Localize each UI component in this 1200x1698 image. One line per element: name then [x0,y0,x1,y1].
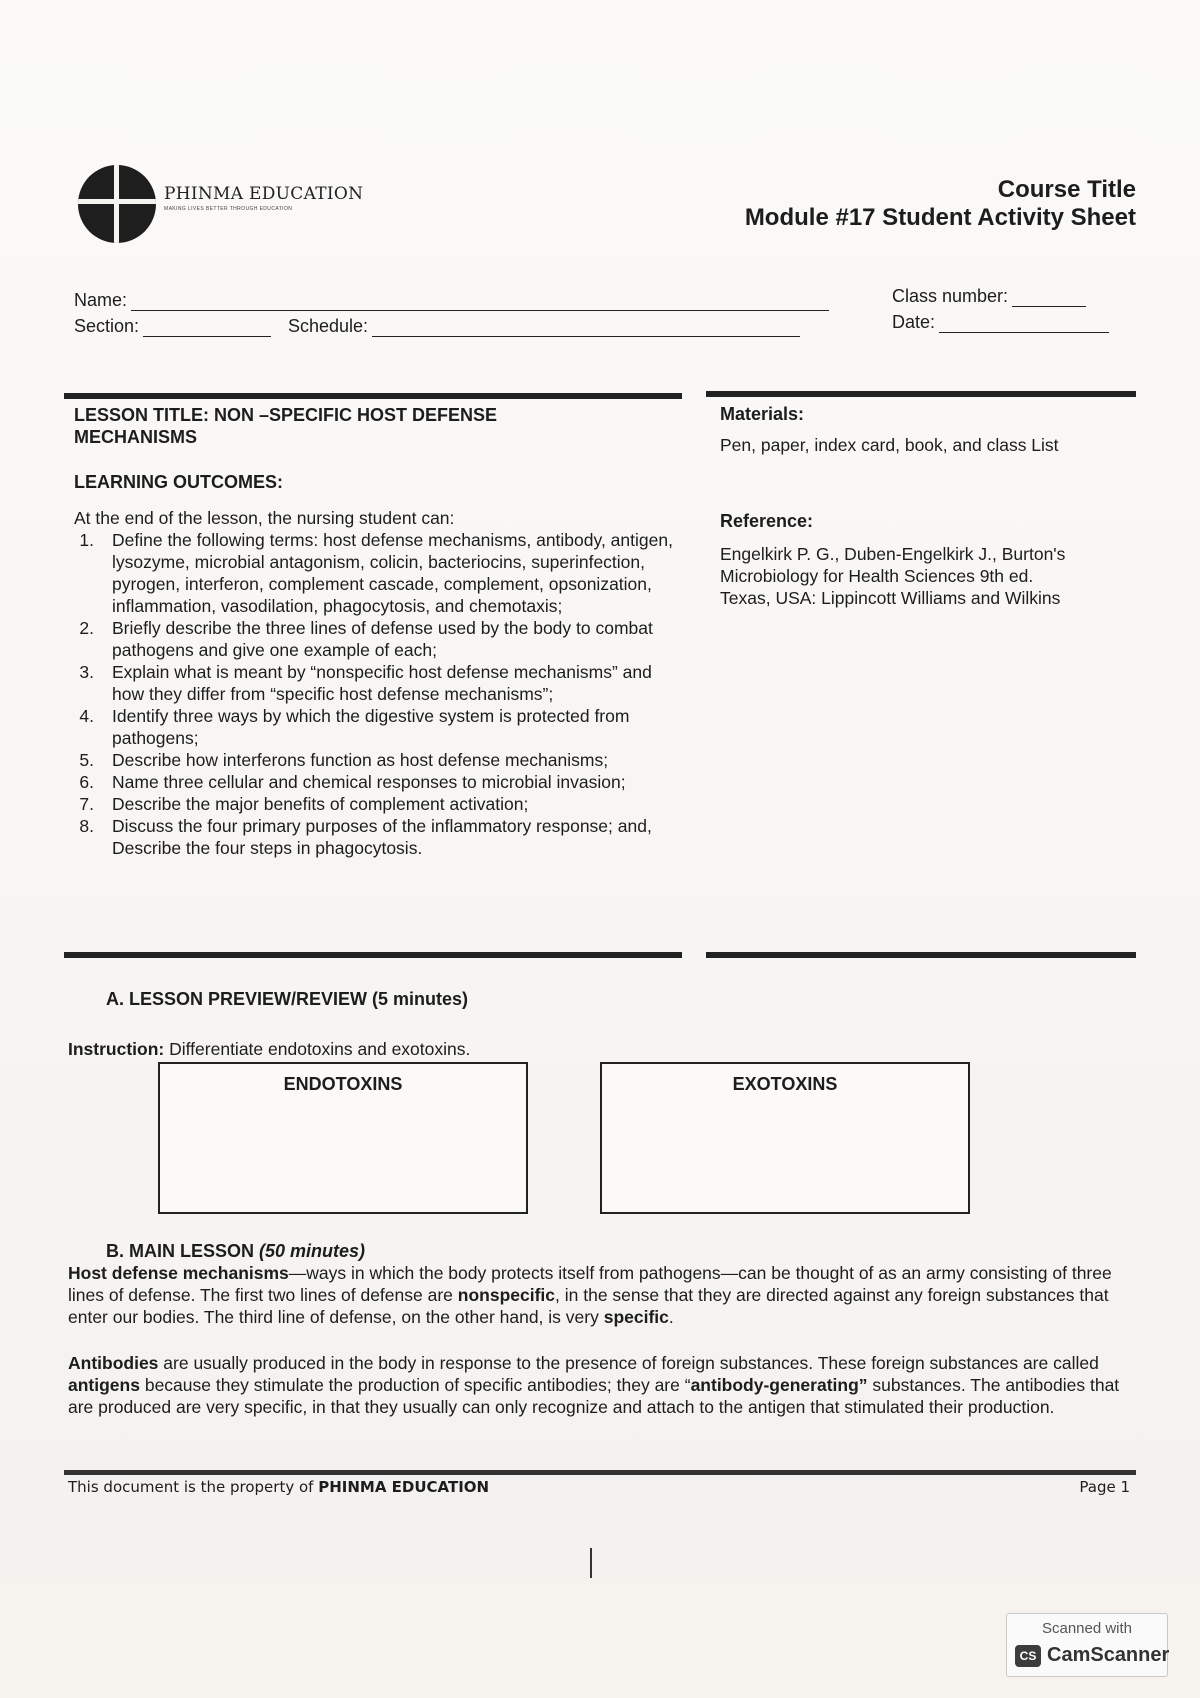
term-antibody-generating: antibody-generating” [690,1375,868,1395]
camscanner-name: CamScanner [1047,1644,1170,1666]
brand-name: PHINMA EDUCATION [164,184,364,204]
right-top-rule [706,391,1136,397]
module-title: Module #17 Student Activity Sheet [744,204,1136,231]
main-lesson-duration: (50 minutes) [259,1241,366,1261]
outcomes-intro: At the end of the lesson, the nursing student can: [74,508,455,528]
footer-owner: PHINMA EDUCATION [318,1478,490,1496]
paragraph-host-defense [68,1262,1132,1328]
outcome-text: Describe how interferons function as host defense mechanisms; [112,750,609,770]
camscanner-icon: CS [1015,1645,1041,1667]
outcome-number: 7. [79,794,94,814]
date-label: Date: [892,312,936,332]
outcome-number: 5. [79,750,94,770]
course-title: Course Title [997,176,1136,203]
term-nonspecific: nonspecific [457,1285,556,1305]
materials-text: Pen, paper, index card, book, and class List [720,435,1059,455]
section-label: Section: [74,316,140,336]
endotoxins-title: ENDOTOXINS [283,1074,403,1094]
lesson-title [74,404,674,448]
schedule-label: Schedule: [288,316,369,336]
staple-mark [590,1548,592,1578]
learning-outcome-item [74,837,674,859]
brand-tagline: MAKING LIVES BETTER THROUGH EDUCATION [164,206,293,212]
name-field[interactable] [74,290,829,311]
name-line[interactable] [131,294,829,311]
p2-text-b: because they stimulate the production of specific antibodies; they are “ [139,1375,691,1395]
lesson-title-line2: MECHANISMS [74,427,198,447]
class-number-field[interactable] [892,286,1086,307]
learning-outcomes-list [74,529,674,859]
term-antigens: antigens [68,1375,140,1395]
outcome-text: Identify three ways by which the digestive system is protected from pathogens; [112,706,630,748]
learning-outcome-item [74,705,674,749]
schedule-line[interactable] [372,320,800,337]
reference-text [720,543,1140,609]
class-number-line[interactable] [1012,290,1086,307]
schedule-field[interactable] [288,316,800,337]
exotoxins-title: EXOTOXINS [732,1074,838,1094]
outcome-text: Explain what is meant by “nonspecific host defense mechanisms” and how they differ from “specific host defense mechanisms”; [112,662,652,704]
left-top-rule [64,393,682,399]
reference-line2: Microbiology for Health Sciences 9th ed. [720,566,1034,586]
learning-outcome-item [74,661,674,705]
outcome-text: Name three cellular and chemical responses to microbial invasion; [112,772,626,792]
outcome-number: 2. [79,618,94,638]
right-bottom-rule [706,952,1136,958]
date-line[interactable] [939,316,1109,333]
term-specific: specific [603,1307,669,1327]
section-line[interactable] [143,320,271,337]
p1-text-c: . [668,1307,674,1327]
learning-outcome-item [74,617,674,661]
main-lesson-heading [106,1240,365,1262]
left-bottom-rule [64,952,682,958]
class-number-label: Class number: [892,286,1009,306]
outcome-number: 1. [79,530,94,550]
exotoxins-box[interactable] [600,1062,970,1214]
learning-outcome-item [74,793,674,815]
learning-outcome-item [74,815,674,837]
outcome-number: 4. [79,706,94,726]
lesson-title-line1: LESSON TITLE: NON –SPECIFIC HOST DEFENSE [74,405,498,425]
instruction [68,1038,470,1060]
outcome-number: 3. [79,662,94,682]
learning-outcome-item [74,529,674,617]
camscanner-badge [1006,1613,1168,1677]
outcome-text: Define the following terms: host defense mechanisms, antibody, antigen, lysozyme, microbial antagonism, colicin, bacteriocins, superinfection, pyrogen, interferon, complement cascade, complement, opsonization, inflammation, vasodilation, phagocytosis, and chemotaxis; [112,530,673,616]
instruction-text: Differentiate endotoxins and exotoxins. [164,1039,471,1059]
main-lesson-title: B. MAIN LESSON [106,1241,260,1261]
outcome-text: Briefly describe the three lines of defense used by the body to combat pathogens and give one example of each; [112,618,653,660]
p1-text-b: , in the sense that they are directed against any foreign substances that enter our bodies. The third line of defense, on the other hand, is very [68,1285,1109,1327]
name-label: Name: [74,290,128,310]
endotoxins-box[interactable] [158,1062,528,1214]
learning-outcome-item [74,749,674,771]
footer-rule [64,1470,1136,1475]
paragraph-antibodies [68,1352,1132,1418]
reference-line3: Texas, USA: Lippincott Williams and Wilkins [720,588,1061,608]
lesson-preview-heading: A. LESSON PREVIEW/REVIEW (5 minutes) [106,989,469,1009]
date-field[interactable] [892,312,1109,333]
learning-outcome-item [74,771,674,793]
materials-heading: Materials: [720,404,805,424]
phinma-logo-icon [78,165,156,243]
outcome-number: 8. [79,816,94,836]
term-antibodies: Antibodies [68,1353,159,1373]
scanned-with-text: Scanned with [1041,1620,1133,1637]
learning-outcomes-heading: LEARNING OUTCOMES: [74,472,283,492]
footer-property-notice [68,1478,489,1496]
reference-line1: Engelkirk P. G., Duben-Engelkirk J., Burton's [720,544,1066,564]
footer-text: This document is the property of [68,1478,319,1496]
outcome-number: 6. [79,772,94,792]
p2-text-a: are usually produced in the body in response to the presence of foreign substances. These foreign substances are called [158,1353,1099,1373]
instruction-label: Instruction: [68,1039,165,1059]
outcome-text: Discuss the four primary purposes of the inflammatory response; and, [112,816,652,836]
p1-text-a: —ways in which the body protects itself from pathogens—can be thought of as an army consisting of three lines of defense. The first two lines of defense are [68,1263,1112,1305]
outcome-text: Describe the major benefits of complement activation; [112,794,529,814]
term-host-defense: Host defense mechanisms [68,1263,289,1283]
outcome-text: Describe the four steps in phagocytosis. [112,838,423,858]
reference-heading: Reference: [720,511,814,531]
section-field[interactable] [74,316,271,337]
page-number: Page 1 [1079,1478,1130,1496]
p2-text-c: substances. The antibodies that are produced are very specific, in that they usually can only recognize and attach to the antigen that stimulated their production. [68,1375,1120,1417]
